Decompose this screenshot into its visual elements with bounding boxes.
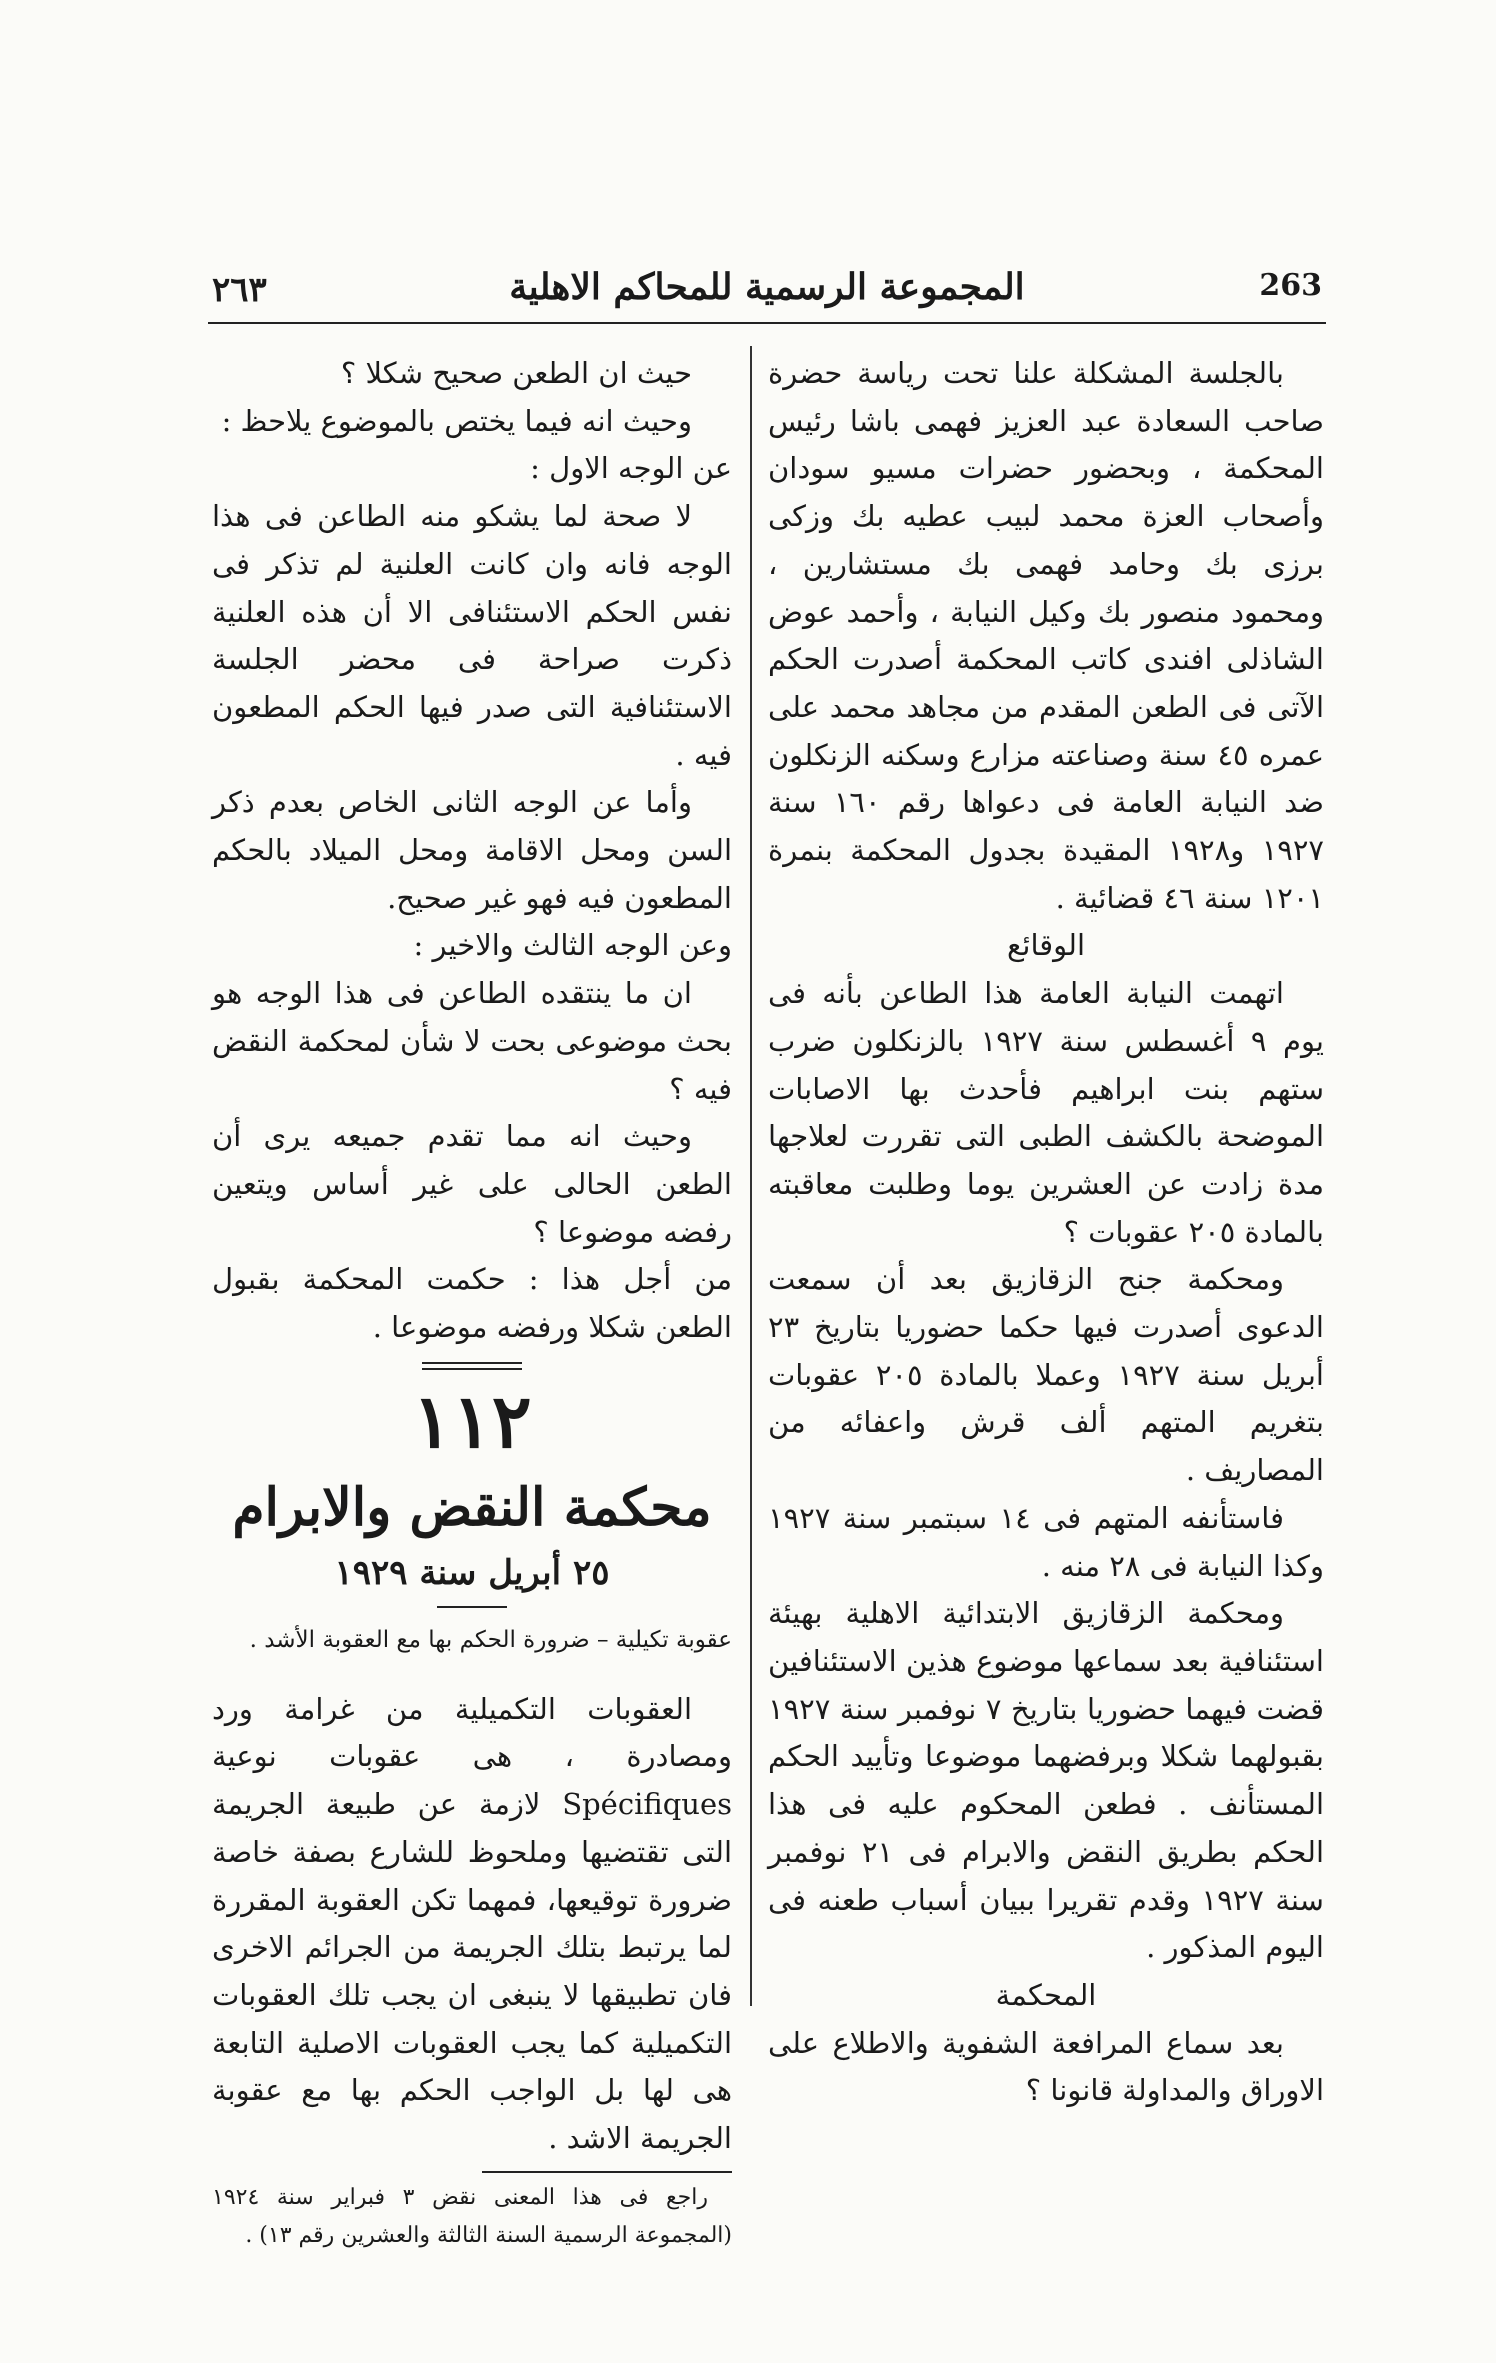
deliberation-paragraph: بعد سماع المرافعة الشفوية والاطلاع على الاوراق والمداولة قانونا ؟ xyxy=(768,2025,1324,2108)
ornament-rule-2 xyxy=(422,1368,522,1370)
court-name: محكمة النقض والابرام xyxy=(232,1476,712,1538)
third-ground-heading: وعن الوجه الثالث والاخير : xyxy=(413,928,732,963)
second-ground-paragraph: وأما عن الوجه الثانى الخاص بعدم ذكر السن ومحل الاقامة ومحل الميلاد بالحكم المطعون فيه فهو غير صحيح. xyxy=(212,785,732,915)
page-number-arabic: ٢٦٣ xyxy=(212,270,267,310)
case-date: ٢٥ أبريل سنة ١٩٢٩ xyxy=(334,1552,610,1593)
ornament-rule xyxy=(422,1362,522,1364)
conclusion-paragraph: وحيث انه مما تقدم جميعه يرى أن الطعن الحالى على غير أساس ويتعين رفضه موضوعا ؟ xyxy=(212,1119,732,1249)
appeal-paragraph: فاستأنفه المتهم فى ١٤ سبتمبر سنة ١٩٢٧ وكذا النيابة فى ٢٨ منه . xyxy=(768,1500,1324,1583)
column-divider xyxy=(750,346,752,2006)
footnote-rule xyxy=(482,2171,732,2173)
court-heading: المحكمة xyxy=(995,1977,1097,2012)
third-ground-paragraph: ان ما ينتقده الطاعن فى هذا الوجه هو بحث موضوعى بحت لا شأن لمحكمة النقض فيه ؟ xyxy=(212,976,732,1106)
ruling-paragraph: من أجل هذا : حكمت المحكمة بقبول الطعن شكلا ورفضه موضوعا . xyxy=(212,1262,732,1345)
left-column xyxy=(212,350,732,2255)
first-instance-paragraph: ومحكمة جنح الزقازيق بعد أن سمعت الدعوى أصدرت فيها حكما حضوريا بتاريخ ٢٣ أبريل سنة ١٩٢٧ وعملا بالمادة ٢٠٥ عقوبات بتغريم المتهم ألف قرش واعفائه من المصاريف . xyxy=(768,1262,1324,1488)
first-ground-paragraph: لا صحة لما يشكو منه الطاعن فى هذا الوجه فانه وان كانت العلنية لم تذكر فى نفس الحكم الاستئنافى الا أن هذه العلنية ذكرت صراحة فى محضر الجلسة الاستئنافية التى صدر فيها الحكم المطعون فيه . xyxy=(212,499,732,772)
running-title: المجموعة الرسمية للمحاكم الاهلية xyxy=(509,266,1025,308)
legal-principle: العقوبات التكميلية من غرامة ورد ومصادرة ، هى عقوبات نوعية Spécifiques لازمة عن طبيعة الجريمة التى تقتضيها وملحوظ للشارع بصفة خاصة ضرورة توقيعها، فمهما تكن العقوبة المقررة لما يرتبط بتلك الجريمة من الجرائم الاخرى فان تطبيقها لا ينبغى ان يجب تلك العقوبات التكميلية كما يجب العقوبات الاصلية التابعة هى لها بل الواجب الحكم بها مع عقوبة الجريمة الاشد . xyxy=(212,1691,732,2156)
short-rule xyxy=(437,1606,507,1608)
footnote: راجع فى هذا المعنى نقض ٣ فبراير سنة ١٩٢٤ (المجموعة الرسمية السنة الثالثة والعشرين رقم ١٣) . xyxy=(212,2184,732,2248)
page-header xyxy=(208,262,1326,320)
header-rule xyxy=(208,322,1326,324)
page-number-latin: 263 xyxy=(1259,268,1322,303)
case-number: ١١٢ xyxy=(412,1378,532,1465)
facts-heading: الوقائع xyxy=(1006,928,1086,963)
case-summary: عقوبة تكيلية – ضرورة الحكم بها مع العقوبة الأشد . xyxy=(249,1626,732,1653)
form-paragraph: حيث ان الطعن صحيح شكلا ؟ xyxy=(340,356,692,390)
session-paragraph: بالجلسة المشكلة علنا تحت رياسة حضرة صاحب السعادة عبد العزيز فهمى باشا رئيس المحكمة ، وبحضور حضرات مسيو سودان وأصحاب العزة محمد لبيب عطيه بك وزكى برزى بك وحامد فهمى بك مستشارين ، ومحمود منصور بك وكيل النيابة ، وأحمد عوض الشاذلى افندى كاتب المحكمة أصدرت الحكم الآتى فى الطعن المقدم من مجاهد محمد على عمره ٤٥ سنة وصناعته مزارع وسكنه الزنكلون ضد النيابة العامة فى دعواها رقم ١٦٠ سنة ١٩٢٧ و١٩٢٨ المقيدة بجدول المحكمة بنمرة ١٢٠١ سنة ٤٦ قضائية . xyxy=(768,356,1325,915)
first-ground-heading: عن الوجه الاول : xyxy=(530,451,732,486)
right-column xyxy=(768,350,1324,2115)
facts-paragraph: اتهمت النيابة العامة هذا الطاعن بأنه فى يوم ٩ أغسطس سنة ١٩٢٧ بالزنكلون ضرب ستهم بنت ابراهيم فأحدث بها الاصابات الموضحة بالكشف الطبى التى تقررت لعلاجها مدة زادت عن العشرين يوما وطلبت معاقبته بالمادة ٢٠٥ عقوبات ؟ xyxy=(768,976,1324,1249)
merits-paragraph: وحيث انه فيما يختص بالموضوع يلاحظ : xyxy=(221,403,692,438)
appeal-court-paragraph: ومحكمة الزقازيق الابتدائية الاهلية بهيئة استئنافية بعد سماعها موضوع هذين الاستئنافين قضت فيهما حضوريا بتاريخ ٧ نوفمبر سنة ١٩٢٧ بقبولهما شكلا وبرفضهما موضوعا وتأييد الحكم المستأنف . فطعن المحكوم عليه فى هذا الحكم بطريق النقض والابرام فى ٢١ نوفمبر سنة ١٩٢٧ وقدم تقريرا ببيان أسباب طعنه فى اليوم المذكور . xyxy=(768,1596,1325,1965)
